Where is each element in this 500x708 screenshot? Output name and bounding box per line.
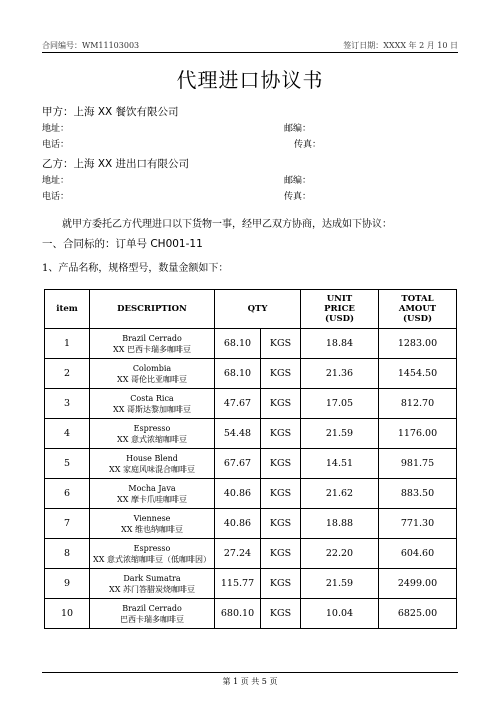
party-b-address-label: 地址：	[42, 176, 70, 186]
table-row: 3 Costa Rica XX 哥斯达黎加咖啡豆 47.67 KGS 17.05 812.70	[45, 389, 457, 419]
party-b-name: 乙方：上海 XX 进出口有限公司	[42, 158, 190, 170]
table-row: 4 Espresso XX 意式浓缩咖啡豆 54.48 KGS 21.59 1176.00	[45, 419, 457, 449]
party-b-phone-row	[42, 189, 462, 203]
header-description: DESCRIPTION	[90, 290, 215, 329]
table-row: 10 Brazil Cerrado 巴西卡瑞多咖啡豆 680.10 KGS 10.04 6825.00	[45, 599, 457, 629]
party-b-fax-label: 传真：	[284, 192, 312, 202]
page-header	[42, 38, 458, 53]
intro-paragraph: 就甲方委托乙方代理进口以下货物一事，经甲乙双方协商，达成如下协议：	[62, 219, 392, 230]
party-a-postcode-label: 邮编：	[284, 124, 312, 134]
party-a-address-row	[42, 121, 462, 135]
party-a-fax-label: 传真：	[294, 140, 322, 150]
party-a-phone-row	[42, 137, 462, 151]
party-b-postcode-label: 邮编：	[284, 176, 312, 186]
table-row: 5 House Blend XX 家庭风味混合咖啡豆 67.67 KGS 14.51 981.75	[45, 449, 457, 479]
goods-table	[44, 289, 457, 629]
page-footer: 第 1 页 共 5 页	[42, 672, 458, 687]
table-row: 8 Espresso XX 意式浓缩咖啡豆（低咖啡因） 27.24 KGS 22.20 604.60	[45, 539, 457, 569]
contract-number: 合同编号：WM11103003	[42, 41, 140, 50]
section-1-heading: 一、合同标的：订单号 CH001-11	[42, 238, 203, 250]
header-item: item	[45, 290, 90, 329]
party-a-phone-label: 电话：	[42, 140, 70, 150]
table-row: 7 Viennese XX 维也纳咖啡豆 40.86 KGS 18.88 771.30	[45, 509, 457, 539]
party-b	[42, 156, 462, 203]
header-unit-price: UNIT PRICE (USD)	[301, 290, 379, 329]
table-row: 1 Brazil Cerrado XX 巴西卡瑞多咖啡豆 68.10 KGS 18.84 1283.00	[45, 329, 457, 359]
party-b-address-row	[42, 173, 462, 187]
sign-date: 签订日期：XXXX 年 2 月 10 日	[343, 41, 458, 50]
header-total: TOTAL AMOUT (USD)	[379, 290, 457, 329]
party-a	[42, 104, 462, 151]
table-row: 2 Colombia XX 哥伦比亚咖啡豆 68.10 KGS 21.36 1454.50	[45, 359, 457, 389]
party-a-address-label: 地址：	[42, 124, 70, 134]
table-row: 9 Dark Sumatra XX 苏门答腊炭烧咖啡豆 115.77 KGS 21.59 2499.00	[45, 569, 457, 599]
table-row: 6 Mocha Java XX 摩卡爪哇咖啡豆 40.86 KGS 21.62 883.50	[45, 479, 457, 509]
section-1-item-1: 1、产品名称，规格型号，数量金额如下：	[42, 263, 229, 274]
party-b-phone-label: 电话：	[42, 192, 70, 202]
header-qty: QTY	[215, 290, 301, 329]
table-header-row	[45, 290, 457, 329]
party-a-name: 甲方：上海 XX 餐饮有限公司	[42, 106, 179, 118]
document-title: 代理进口协议书	[176, 68, 324, 92]
